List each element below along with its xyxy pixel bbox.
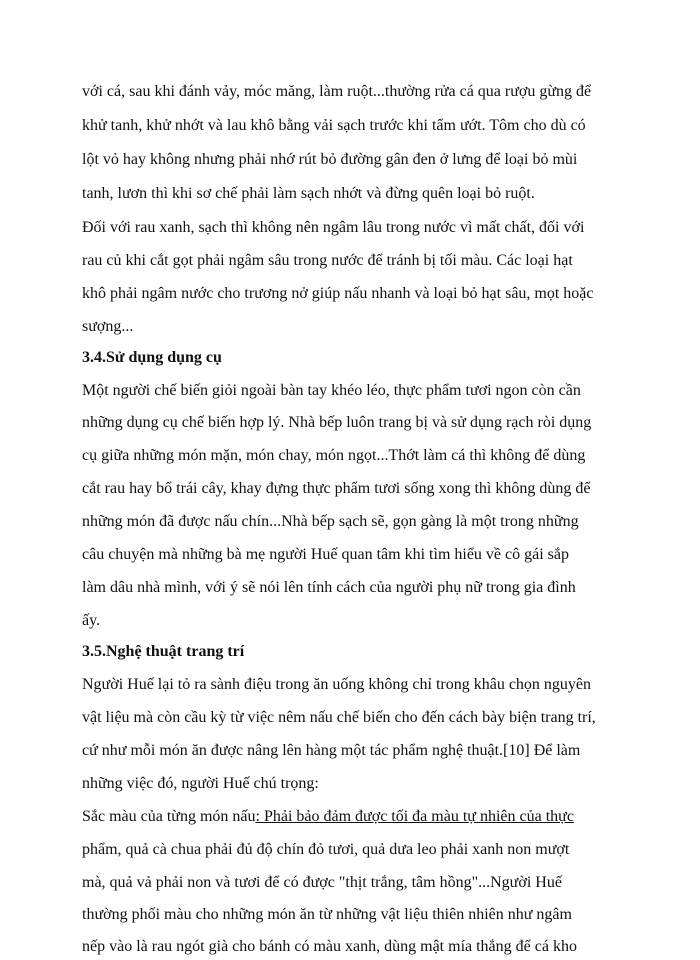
color-subheading-colon: : Phải bảo đảm được tối đa màu tự nhiên của thực (255, 808, 574, 825)
body-text-line: khử tanh, khử nhớt và lau khô bằng vải sạch trước khi tẩm ướt. Tôm cho dù có (82, 117, 586, 134)
section-heading-3-4: 3.4.Sử dụng dụng cụ (82, 349, 222, 366)
body-text-line: lột vỏ hay không nhưng phải nhớ rút bỏ đường gân đen ở lưng để loại bỏ mùi (82, 151, 578, 168)
body-text-line: với cá, sau khi đánh vảy, móc măng, làm ruột...thường rửa cá qua rượu gừng để (82, 83, 592, 100)
body-text-line: mà, quả vả phải non và tươi để có được "thịt trắng, tâm hồng"...Người Huế (82, 874, 562, 891)
section-heading-3-5: 3.5.Nghệ thuật trang trí (82, 643, 245, 660)
body-text-line: những dụng cụ chế biến hợp lý. Nhà bếp luôn trang bị và sử dụng rạch ròi dụng (82, 414, 592, 431)
body-text-line: câu chuyện mà những bà mẹ người Huế quan tâm khi tìm hiểu về cô gái sắp (82, 546, 570, 563)
body-text-line: tanh, lươn thì khi sơ chế phải làm sạch nhớt và đừng quên loại bỏ ruột. (82, 185, 535, 202)
body-text-line: phẩm, quả cà chua phải đủ độ chín đỏ tươi, quả dưa leo phải xanh non mượt (82, 841, 570, 858)
body-text-line: cứ như mỗi món ăn được nâng lên hàng một tác phẩm nghệ thuật.[10] Để làm (82, 742, 581, 759)
color-subheading: Sắc màu của từng món nấu (82, 808, 256, 825)
body-text-line-with-underline (82, 807, 574, 827)
body-text-line: Đối với rau xanh, sạch thì không nên ngâm lâu trong nước vì mất chất, đối với (82, 219, 585, 236)
body-text-line: cụ giữa những món mặn, món chay, món ngọt...Thớt làm cá thì không để dùng (82, 447, 586, 464)
body-text-line: sượng... (82, 318, 134, 335)
body-text-line: vật liệu mà còn cầu kỳ từ việc nêm nấu chế biến cho đến cách bày biện trang trí, (82, 709, 596, 726)
body-text-line: ấy. (82, 612, 101, 629)
body-text-line: làm dâu nhà mình, với ý sẽ nói lên tính cách của người phụ nữ trong gia đình (82, 579, 576, 596)
body-text-line: Một người chế biến giỏi ngoài bàn tay khéo léo, thực phẩm tươi ngon còn cần (82, 382, 581, 399)
body-text-line: Người Huế lại tỏ ra sành điệu trong ăn uống không chỉ trong khâu chọn nguyên (82, 676, 592, 693)
body-text-line: thường phối màu cho những món ăn từ những vật liệu thiên nhiên như ngâm (82, 906, 572, 923)
body-text-line: những việc đó, người Huế chú trọng: (82, 775, 319, 792)
body-text-line: cắt rau hay bổ trái cây, khay đựng thực phẩm tươi sống xong thì không dùng để (82, 480, 591, 497)
body-text-line: những món đã được nấu chín...Nhà bếp sạch sẽ, gọn gàng là một trong những (82, 513, 579, 530)
body-text-line: rau củ khi cắt gọt phải ngâm sâu trong nước để tránh bị tối màu. Các loại hạt (82, 252, 573, 269)
body-text-line: nếp vào là rau ngót già cho bánh có màu xanh, dùng mật mía thắng để cá kho (82, 938, 577, 955)
body-text-line: khô phải ngâm nước cho trương nở giúp nấu nhanh và loại bỏ hạt sâu, mọt hoặc (82, 285, 594, 302)
